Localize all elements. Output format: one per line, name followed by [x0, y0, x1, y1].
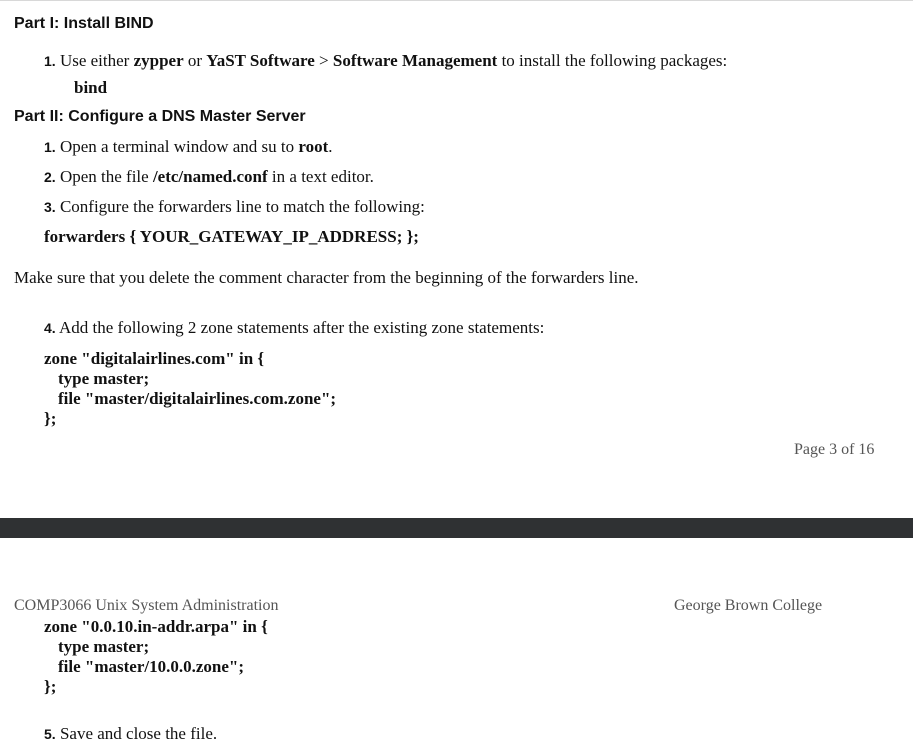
code-line: }; [44, 677, 57, 696]
step-text: Configure the forwarders line to match the following: [55, 197, 425, 216]
step-text: Open a terminal window and su to [55, 137, 299, 156]
code-line: type master; [58, 369, 150, 388]
code-line: }; [44, 409, 57, 428]
step-text: Use either [55, 51, 134, 70]
step-add-zones [44, 318, 544, 338]
part2-heading: Part II: Configure a DNS Master Server [14, 108, 306, 125]
root-user: root [298, 137, 329, 156]
step-text: to install the following packages: [497, 51, 728, 70]
code-line: type master; [58, 637, 150, 656]
step-number: 4. [44, 320, 56, 336]
step-number: 3. [44, 199, 56, 215]
zone1-code-block [44, 349, 336, 429]
page-number: Page 3 of 16 [794, 441, 875, 458]
step-text: Add the following 2 zone statements after the existing zone statements: [55, 318, 545, 337]
step-text: Open the file [55, 167, 153, 186]
step-number: 5. [44, 726, 56, 742]
step-configure-forwarders [44, 197, 425, 217]
document-page-4 [0, 538, 913, 745]
forwarders-line: forwarders { YOUR_GATEWAY_IP_ADDRESS; }; [44, 227, 419, 246]
code-line: zone "0.0.10.in-addr.arpa" in { [44, 617, 268, 636]
step-open-terminal [44, 137, 333, 157]
step-save-close [44, 724, 217, 744]
step-text: > [314, 51, 333, 70]
step-open-file [44, 167, 374, 187]
zone2-code-block [44, 617, 268, 697]
code-line: file "master/10.0.0.zone"; [58, 657, 244, 676]
software-management: Software Management [332, 51, 498, 70]
file-path: /etc/named.conf [152, 167, 268, 186]
command-zypper: zypper [133, 51, 184, 70]
step-text: in a text editor. [267, 167, 374, 186]
code-line: zone "digitalairlines.com" in { [44, 349, 265, 368]
page-header-course: COMP3066 Unix System Administration [14, 597, 279, 614]
step-text: or [183, 51, 207, 70]
step-number: 1. [44, 139, 56, 155]
page-separator [0, 518, 913, 538]
step-install-packages [44, 51, 727, 71]
part1-heading: Part I: Install BIND [14, 15, 154, 32]
step-text: Save and close the file. [55, 724, 218, 743]
step-text: . [328, 137, 333, 156]
note-paragraph: Make sure that you delete the comment character from the beginning of the forwarders line. [14, 268, 639, 287]
code-line: file "master/digitalairlines.com.zone"; [58, 389, 337, 408]
page-header-college: George Brown College [674, 597, 823, 614]
yast-software: YaST Software [206, 51, 315, 70]
step-number: 1. [44, 53, 56, 69]
step-number: 2. [44, 169, 56, 185]
package-name: bind [74, 78, 108, 97]
